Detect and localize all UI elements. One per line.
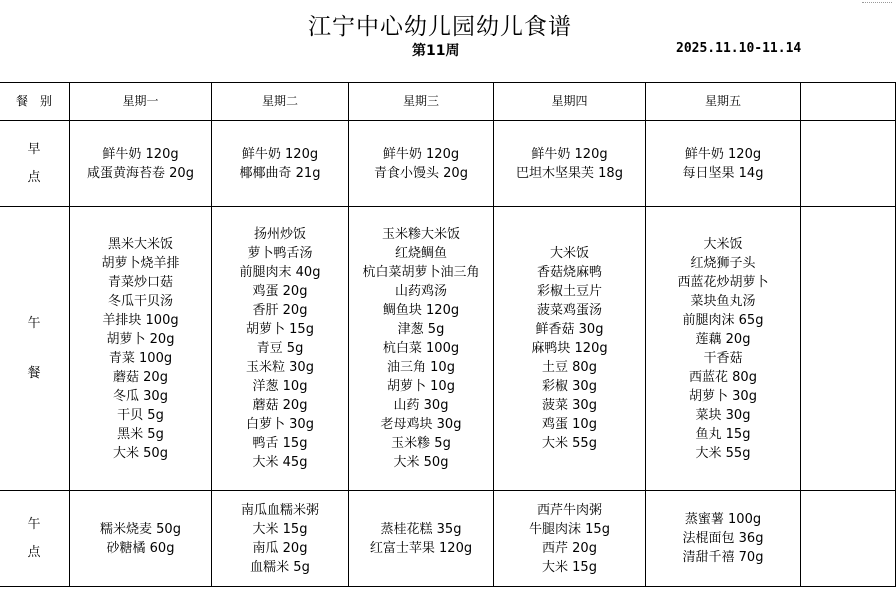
menu-item: 津葱 5g (397, 322, 445, 337)
menu-item: 土豆 80g (542, 360, 597, 375)
menu-item: 菠菜鸡蛋汤 (536, 303, 602, 318)
menu-item: 莲藕 20g (695, 331, 751, 347)
menu-item: 麻鸭块 120g (531, 341, 608, 356)
menu-item: 青菜炒口菇 (107, 274, 173, 290)
meal-name-char: 午 (27, 315, 41, 331)
menu-item: 青食小馒头 20g (374, 165, 468, 181)
meal-row-lunch (0, 207, 896, 491)
meal-row-snack (0, 491, 896, 587)
menu-cell (212, 121, 349, 207)
menu-item: 鲷鱼块 120g (382, 303, 460, 318)
menu-item: 大米饭 (549, 246, 589, 261)
menu-item: 冬瓜 30g (113, 388, 168, 404)
menu-cell (349, 121, 494, 207)
menu-cell (494, 491, 646, 587)
menu-item: 黑米大米饭 (107, 236, 173, 252)
menu-item: 椰椰曲奇 21g (239, 165, 321, 181)
menu-item: 玉米糁大米饭 (381, 227, 460, 242)
menu-item: 红烧鲷鱼 (394, 246, 447, 261)
menu-item: 香菇烧麻鸭 (536, 265, 602, 280)
menu-item: 大米 55g (542, 436, 597, 451)
menu-cell (494, 121, 646, 207)
menu-item: 红富士苹果 120g (369, 540, 473, 556)
menu-item: 法棍面包 36g (682, 531, 764, 546)
menu-item: 杭白菜 100g (382, 341, 460, 356)
menu-item: 冬瓜干贝汤 (107, 293, 173, 309)
menu-item: 鱼丸 15g (695, 426, 751, 442)
meal-name-cell (0, 491, 70, 587)
menu-item: 扬州炒饭 (253, 227, 306, 242)
menu-item: 山药鸡汤 (394, 284, 447, 299)
meal-name-char: 点 (27, 544, 41, 560)
meal-name-char: 餐 (27, 365, 41, 381)
day-header: 星期二 (212, 83, 349, 121)
menu-item: 每日坚果 14g (682, 165, 764, 181)
menu-item: 西蓝花炒胡萝卜 (677, 274, 769, 290)
menu-item: 南瓜 20g (252, 540, 308, 556)
menu-item: 大米 55g (695, 445, 751, 461)
menu-cell (212, 491, 349, 587)
meal-row-breakfast (0, 121, 896, 207)
menu-item: 牛腿肉沫 15g (529, 521, 610, 537)
meal-column-header: 餐 别 (0, 83, 70, 121)
menu-item: 砂糖橘 60g (106, 540, 175, 556)
meal-name-cell (0, 207, 70, 491)
menu-cell (70, 121, 212, 207)
day-header: 星期五 (646, 83, 801, 121)
menu-item: 鸡蛋 20g (252, 284, 308, 299)
menu-item: 鸭舌 15g (252, 436, 308, 451)
page-title: 江宁中心幼儿园幼儿食谱 (308, 14, 572, 40)
menu-item: 前腿肉沫 65g (682, 312, 764, 328)
menu-item: 南瓜血糯米粥 (240, 502, 319, 518)
menu-item: 山药 30g (393, 398, 449, 413)
header-row (0, 83, 896, 121)
menu-item: 西芹 20g (542, 540, 597, 556)
menu-item: 彩椒 30g (542, 379, 597, 394)
menu-cell (349, 491, 494, 587)
menu-cell (646, 491, 801, 587)
day-header: 星期四 (494, 83, 646, 121)
menu-item: 鲜香菇 30g (535, 322, 604, 337)
menu-item: 鲜牛奶 120g (684, 146, 762, 162)
menu-item: 老母鸡块 30g (380, 417, 462, 432)
menu-item: 巴坦木坚果芙 18g (516, 165, 623, 181)
menu-item: 大米 50g (113, 445, 168, 461)
menu-cell (70, 491, 212, 587)
menu-item: 干贝 5g (117, 407, 164, 423)
menu-item: 蒸桂花糕 35g (380, 521, 462, 537)
menu-item: 杭白菜胡萝卜油三角 (362, 265, 480, 280)
menu-item: 大米饭 (703, 236, 743, 252)
menu-item: 大米 15g (542, 559, 597, 575)
meal-name-char: 点 (27, 169, 41, 185)
empty-header-cell (801, 83, 896, 121)
meal-name-char: 早 (27, 141, 41, 157)
menu-item: 大米 15g (252, 521, 308, 537)
menu-item: 菜块 30g (695, 407, 751, 423)
meal-name-char: 午 (27, 516, 41, 532)
menu-item: 白萝卜 30g (246, 417, 314, 432)
menu-item: 大米 45g (252, 455, 308, 470)
menu-item: 胡萝卜 30g (689, 388, 757, 404)
page-corner-marker (862, 2, 892, 3)
menu-item: 胡萝卜 10g (387, 379, 455, 394)
meal-name-cell (0, 121, 70, 207)
date-range: 2025.11.10-11.14 (676, 41, 802, 56)
menu-cell (70, 207, 212, 491)
menu-item: 糯米烧麦 50g (100, 521, 181, 537)
empty-cell (801, 207, 896, 491)
empty-cell (801, 491, 896, 587)
menu-item: 菜块鱼丸汤 (690, 293, 756, 309)
week-number: 第11周 (412, 43, 460, 59)
menu-item: 西蓝花 80g (689, 369, 757, 385)
menu-cell (646, 121, 801, 207)
menu-item: 洋葱 10g (252, 379, 308, 394)
menu-item: 干香菇 (703, 350, 743, 366)
menu-item: 玉米粒 30g (246, 360, 314, 375)
menu-item: 蘑菇 20g (252, 398, 308, 413)
menu-item: 菠菜 30g (542, 398, 597, 413)
menu-item: 咸蛋黄海苔卷 20g (87, 165, 194, 181)
menu-item: 香肝 20g (252, 303, 308, 318)
menu-item: 玉米糁 5g (391, 436, 451, 451)
menu-item: 血糯米 5g (250, 559, 310, 575)
menu-item: 前腿肉末 40g (239, 265, 321, 280)
menu-table (0, 82, 896, 587)
menu-item: 羊排块 100g (102, 312, 179, 328)
menu-cell (494, 207, 646, 491)
menu-item: 西芹牛肉粥 (536, 502, 602, 518)
menu-item: 蘑菇 20g (113, 369, 168, 385)
menu-item: 胡萝卜 15g (246, 322, 314, 337)
menu-item: 清甜千禧 70g (682, 550, 764, 565)
menu-item: 胡萝卜 20g (106, 331, 175, 347)
menu-item: 鸡蛋 10g (542, 417, 597, 432)
menu-item: 大米 50g (393, 455, 449, 470)
menu-item: 鲜牛奶 120g (102, 146, 179, 162)
menu-item: 鲜牛奶 120g (531, 146, 608, 162)
menu-item: 鲜牛奶 120g (382, 146, 460, 162)
menu-cell (212, 207, 349, 491)
menu-item: 黑米 5g (117, 426, 164, 442)
day-header: 星期一 (70, 83, 212, 121)
menu-item: 彩椒土豆片 (536, 284, 602, 299)
menu-item: 青菜 100g (108, 350, 173, 366)
menu-item: 萝卜鸭舌汤 (247, 246, 313, 261)
menu-item: 鲜牛奶 120g (241, 146, 319, 162)
menu-item: 胡萝卜烧羊排 (101, 255, 180, 271)
menu-item: 红烧狮子头 (690, 255, 756, 271)
day-header: 星期三 (349, 83, 494, 121)
menu-cell (646, 207, 801, 491)
menu-item: 油三角 10g (387, 360, 455, 375)
empty-cell (801, 121, 896, 207)
menu-cell (349, 207, 494, 491)
menu-item: 蒸蜜薯 100g (684, 512, 762, 527)
menu-item: 青豆 5g (256, 341, 304, 356)
